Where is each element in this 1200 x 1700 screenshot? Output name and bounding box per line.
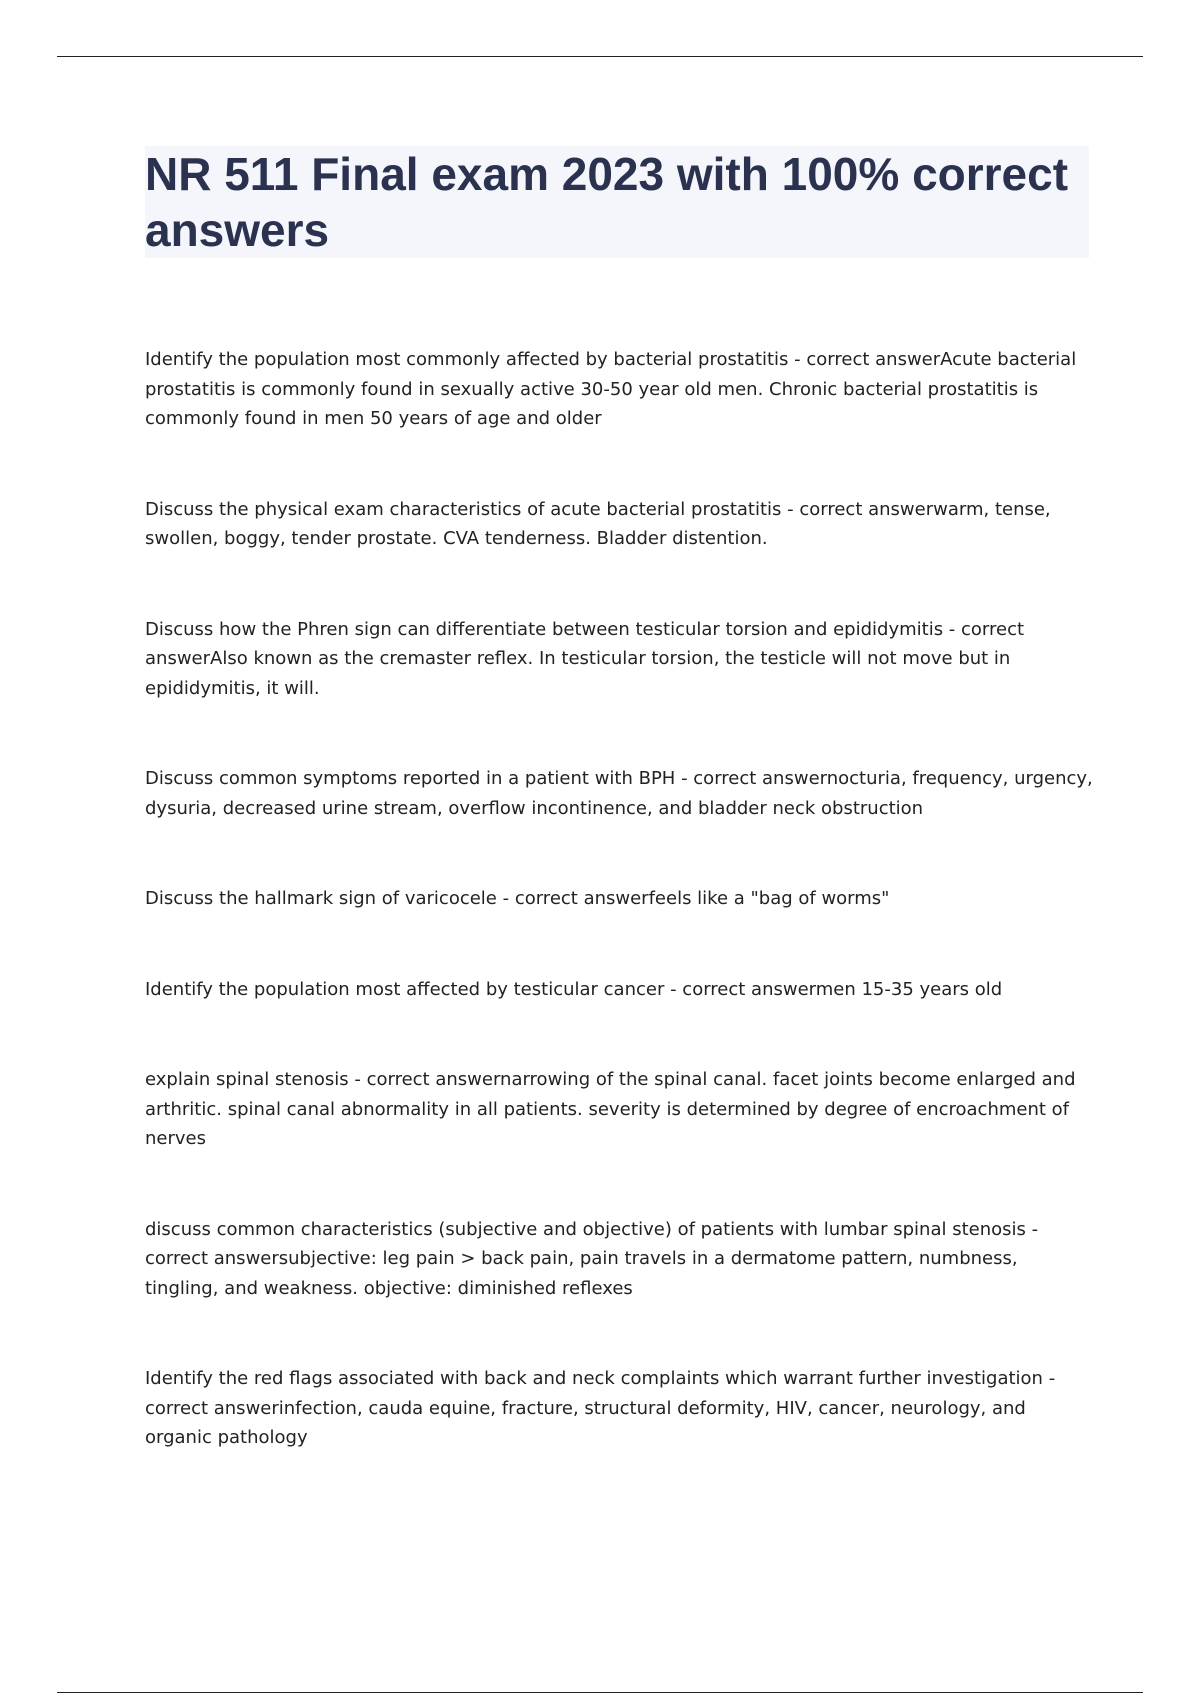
header-rule — [57, 56, 1143, 57]
qa-item-5: Discuss the hallmark sign of varicocele - correct answerfeels like a "bag of worms" — [145, 888, 890, 909]
question-answer-list — [145, 345, 1095, 1453]
qa-item-1: Identify the population most commonly affected by bacterial prostatitis - correct answerAcute bacterial prostatitis is commonly found in sexually active 30-50 year old men. Chronic bacterial prostatitis is commonly found in men 50 years of age and older — [145, 349, 1077, 429]
qa-item-3: Discuss how the Phren sign can differentiate between testicular torsion and epididymitis - correct answerAlso known as the cremaster reflex. In testicular torsion, the testicle will not move but in epididymitis, it will. — [145, 618, 1025, 699]
footer-rule — [57, 1692, 1143, 1693]
qa-item-8: discuss common characteristics (subjective and objective) of patients with lumbar spinal stenosis - correct answersubjective: leg pain > back pain, pain travels in a dermatome pattern, numbness, tingling, and weakness. objective: diminished reflexes — [145, 1218, 1039, 1299]
page-title: NR 511 Final exam 2023 with 100% correct answers — [145, 148, 1069, 256]
qa-item-6: Identify the population most affected by testicular cancer - correct answermen 15-35 years old — [145, 978, 1003, 1000]
qa-item-2: Discuss the physical exam characteristics of acute bacterial prostatitis - correct answerwarm, tense, swollen, boggy, tender prostate. CVA tenderness. Bladder distention. — [145, 498, 1051, 549]
qa-item-7: explain spinal stenosis - correct answernarrowing of the spinal canal. facet joints become enlarged and arthritic. spinal canal abnormality in all patients. severity is determined by degree of encroachment of nerves — [145, 1069, 1076, 1149]
qa-item-9: Identify the red flags associated with back and neck complaints which warrant further investigation - correct answerinfection, cauda equine, fracture, structural deformity, HIV, cancer, neurology, and organic pathology — [145, 1368, 1056, 1448]
qa-item-4: Discuss common symptoms reported in a patient with BPH - correct answernocturia, frequency, urgency, dysuria, decreased urine stream, overflow incontinence, and bladder neck obstruction — [145, 768, 1093, 819]
